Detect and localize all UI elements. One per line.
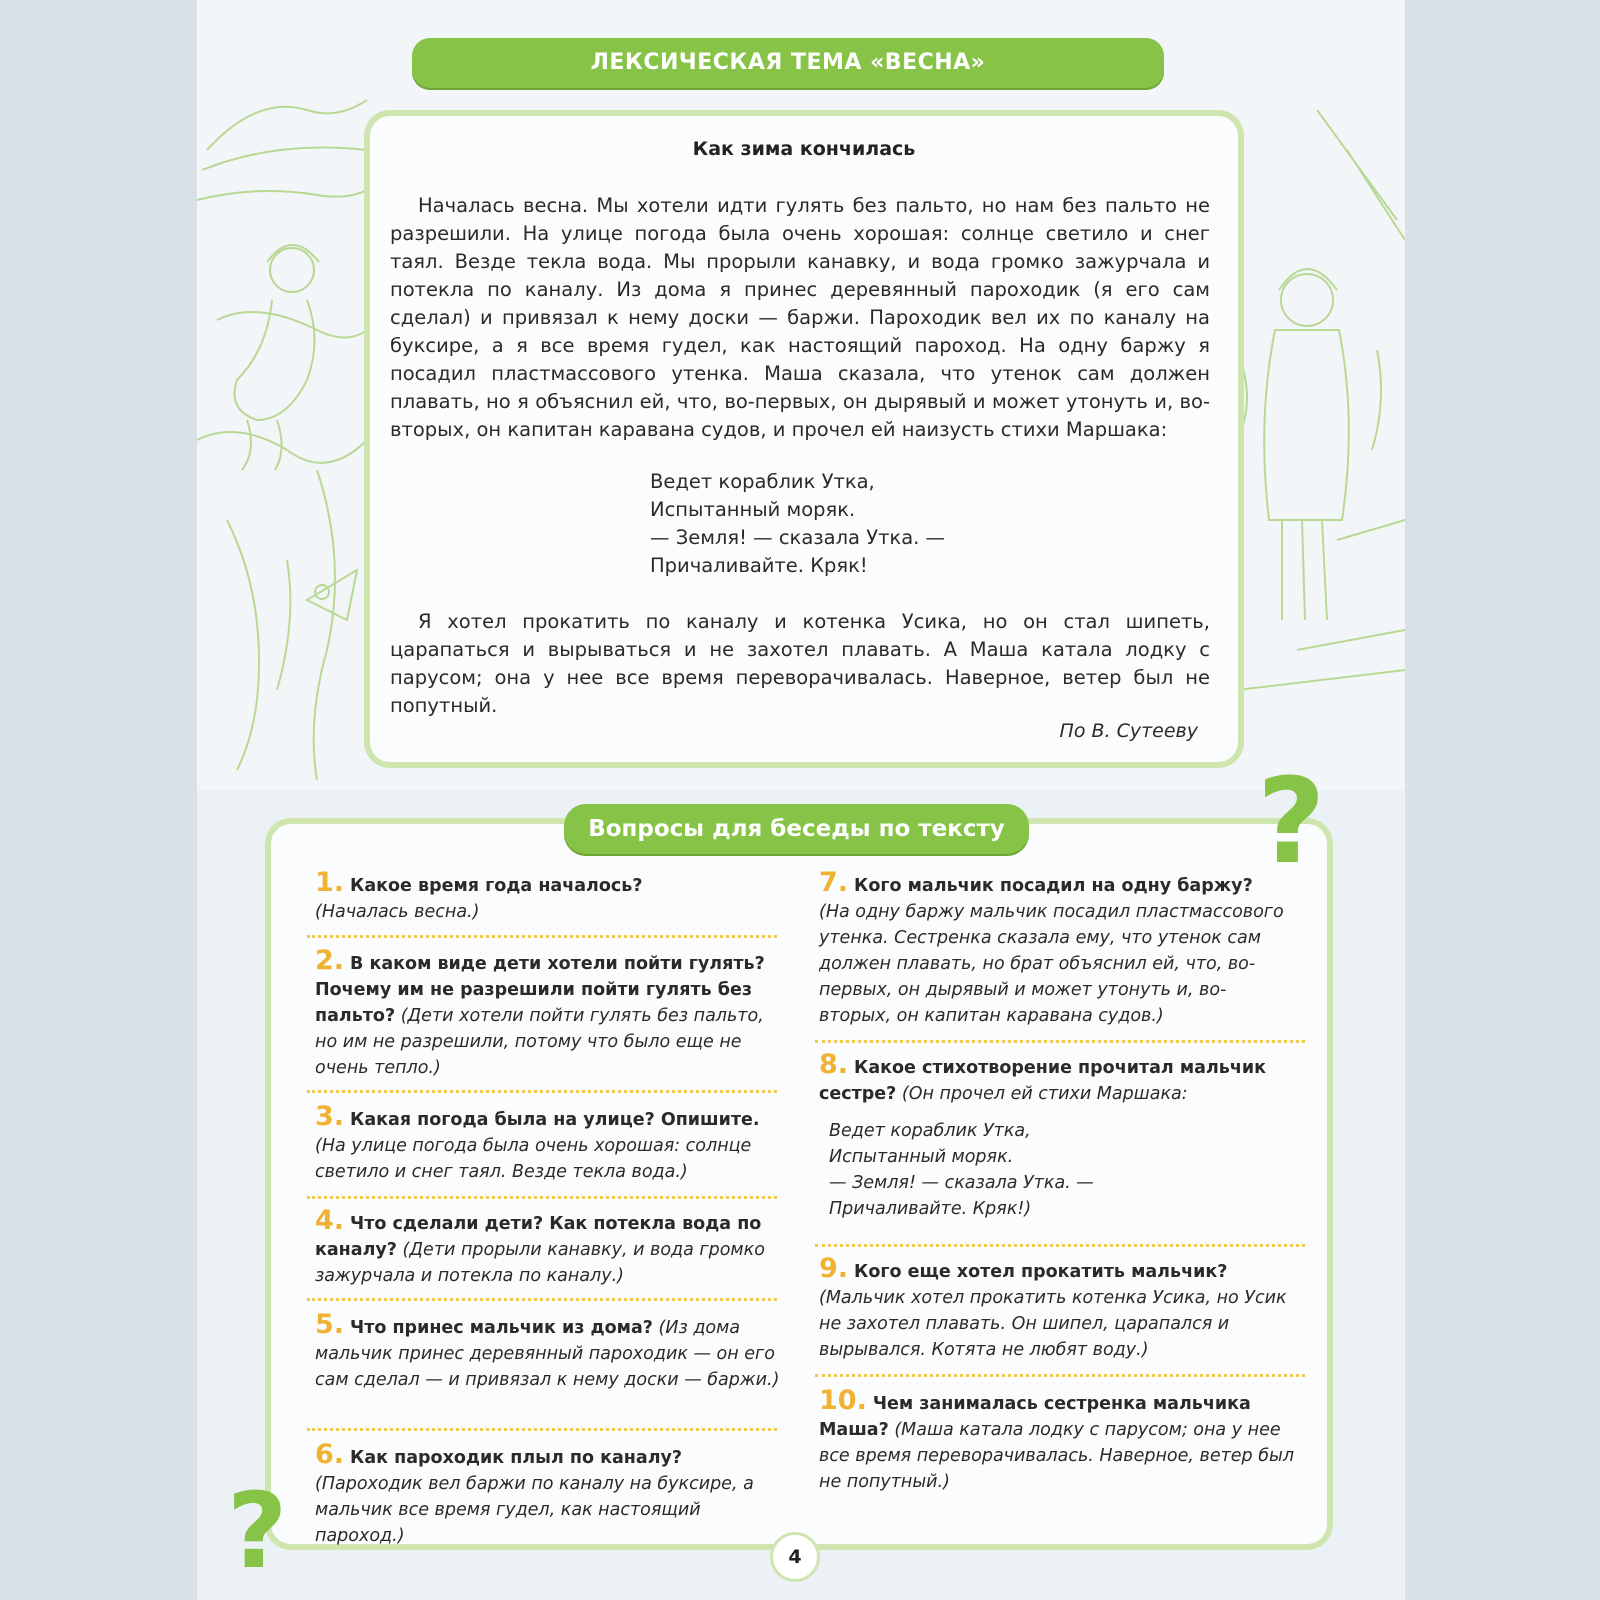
page-number: 4: [770, 1532, 820, 1582]
question-item: [315, 945, 785, 1081]
poem-line: — Земля! — сказала Утка. —: [650, 526, 946, 549]
question-item: [819, 1253, 1297, 1363]
story-paragraph-2: Я хотел прокатить по каналу и котенка Усика, но он стал шипеть, царапаться и вырываться и не захотел плавать. А Маша катала лодку с парусом; она у нее все время переворачивалась. Наверное, ветер был не попутный.: [390, 610, 1210, 717]
question-text: Какая погода была на улице? Опишите.: [350, 1110, 760, 1130]
question-item: [819, 1049, 1297, 1107]
divider: [815, 1374, 1305, 1377]
answer-poem: [829, 1118, 1094, 1222]
question-text: В каком виде дети хотели пойти гулять? Почему им не разрешили пойти гулять без пальто?: [315, 954, 765, 1026]
poem-line: Испытанный моряк.: [650, 498, 856, 521]
question-item: [315, 1309, 785, 1393]
poem-line: Причаливайте. Кряк!): [829, 1199, 1032, 1219]
question-number: 9.: [819, 1253, 849, 1284]
question-number: 2.: [315, 945, 345, 976]
story-poem: [650, 468, 945, 580]
question-text: Кого мальчик посадил на одну баржу?: [854, 876, 1253, 896]
divider: [815, 1040, 1305, 1043]
question-item: [819, 867, 1297, 1029]
question-text: Что сделали дети? Как потекла вода по каналу?: [315, 1214, 762, 1260]
answer-text: (Он прочел ей стихи Маршака:: [901, 1084, 1188, 1104]
question-text: Чем занималась сестренка мальчика Маша?: [819, 1394, 1251, 1440]
question-text: Кого еще хотел прокатить мальчик?: [854, 1262, 1228, 1282]
divider: [307, 1298, 777, 1301]
divider: [307, 1196, 777, 1199]
answer-text: (Пароходик вел баржи по каналу на буксире, а мальчик все время гудел, как настоящий пароход.): [315, 1474, 754, 1546]
poem-line: Ведет кораблик Утка,: [650, 470, 875, 493]
poem-line: Испытанный моряк.: [829, 1147, 1014, 1167]
questions-title: Вопросы для беседы по тексту: [564, 804, 1029, 854]
question-number: 6.: [315, 1439, 345, 1470]
poem-line: — Земля! — сказала Утка. —: [829, 1173, 1094, 1193]
question-text: Какое стихотворение прочитал мальчик сестре?: [819, 1058, 1266, 1104]
question-item: [315, 1205, 785, 1289]
answer-text: (На одну баржу мальчик посадил пластмассового утенка. Сестренка сказала ему, что утенок сам должен плавать, но брат объяснил ей, что, во-первых, он дырявый и может утонуть и, во-вторых, он капитан каравана судов.): [819, 902, 1284, 1026]
question-mark-icon: ?: [227, 1470, 288, 1592]
question-text: Какое время года началось?: [350, 876, 643, 896]
answer-text: (Маша катала лодку с парусом; она у нее все время переворачивалась. Наверное, ветер был не попутный.): [819, 1420, 1295, 1492]
answer-text: (Дети прорыли канавку, и вода громко зажурчала и потекла по каналу.): [315, 1240, 765, 1286]
question-number: 4.: [315, 1205, 345, 1236]
divider: [307, 1090, 777, 1093]
story-box: [364, 110, 1244, 768]
divider: [307, 1428, 777, 1431]
answer-text: (На улице погода была очень хорошая: солнце светило и снег таял. Везде текла вода.): [315, 1136, 752, 1182]
question-number: 5.: [315, 1309, 345, 1340]
question-number: 8.: [819, 1049, 849, 1080]
question-number: 7.: [819, 867, 849, 898]
question-item: [315, 1101, 785, 1185]
poem-line: Причаливайте. Кряк!: [650, 554, 868, 577]
story-title: Как зима кончилась: [692, 138, 916, 160]
story-author: По В. Сутееву: [1059, 720, 1198, 742]
divider: [815, 1244, 1305, 1247]
question-mark-icon: ?: [1257, 752, 1326, 890]
question-number: 3.: [315, 1101, 345, 1132]
poem-line: Ведет кораблик Утка,: [829, 1121, 1031, 1141]
question-text: Как пароходик плыл по каналу?: [350, 1448, 683, 1468]
question-text: Что принес мальчик из дома?: [350, 1318, 653, 1338]
question-number: 1.: [315, 867, 345, 898]
answer-text: (Началась весна.): [315, 902, 480, 922]
topic-title: ЛЕКСИЧЕСКАЯ ТЕМА «ВЕСНА»: [412, 38, 1164, 88]
answer-text: (Мальчик хотел прокатить котенка Усика, но Усик не захотел плавать. Он шипел, царапался и вырывался. Котята не любят воду.): [819, 1288, 1287, 1360]
divider: [307, 935, 777, 938]
question-item: [819, 1385, 1297, 1495]
answer-text: (Из дома мальчик принес деревянный пароходик — он его сам сделал — и привязал к нему доски — баржи.): [315, 1318, 780, 1390]
question-item: [315, 1439, 785, 1549]
answer-text: (Дети хотели пойти гулять без пальто, но им не разрешили, потому что было еще не очень тепло.): [315, 1006, 764, 1078]
story-paragraph-1: Началась весна. Мы хотели идти гулять без пальто, но нам без пальто не разрешили. На улице погода была очень хорошая: солнце светило и снег таял. Везде текла вода. Мы прорыли канавку, и вода громко зажурчала и потекла по каналу. Из дома я принес деревянный пароходик (я его сам сделал) и привязал к нему доски — баржи. Пароходик вел их по каналу на буксире, а я все время гудел, как настоящий пароход. На одну баржу я посадил пластмассового утенка. Маша сказала, что утенок сам должен плавать, но я объяснил ей, что, во-первых, он дырявый и может утонуть и, во-вторых, он капитан каравана судов, и прочел ей наизусть стихи Маршака:: [390, 194, 1210, 441]
question-number: 10.: [819, 1385, 867, 1416]
book-page: [197, 0, 1405, 1600]
question-item: [315, 867, 785, 925]
